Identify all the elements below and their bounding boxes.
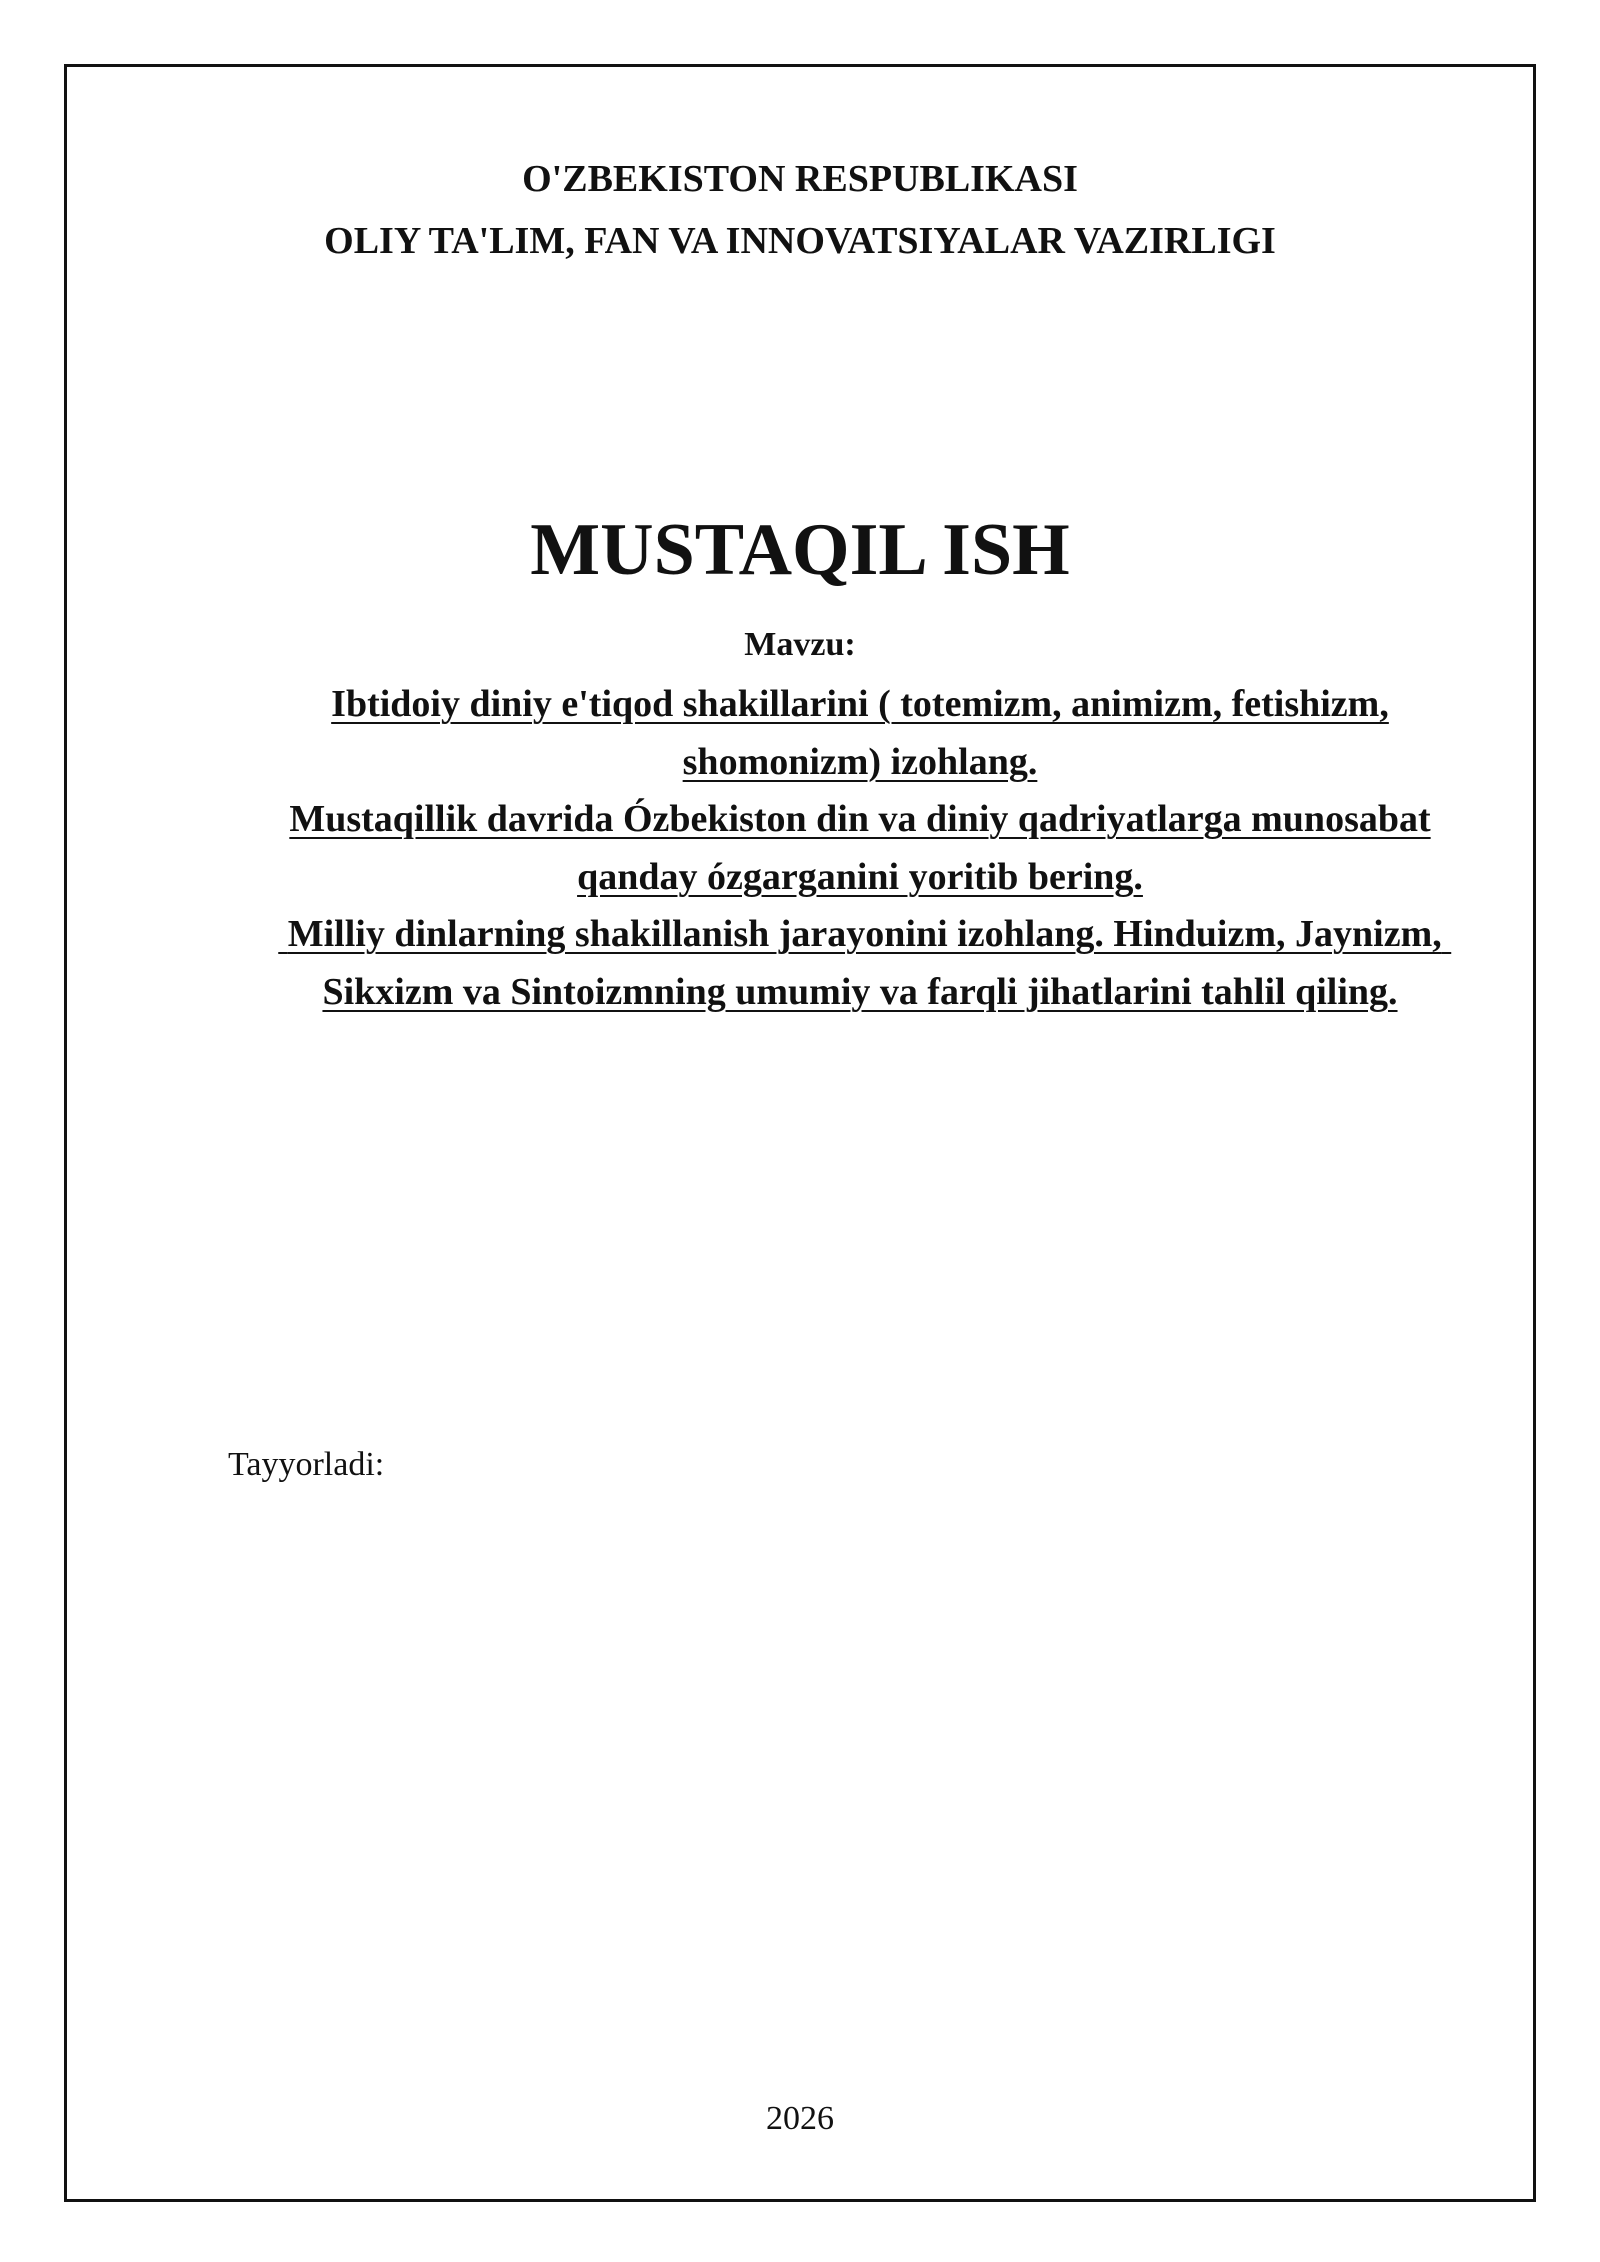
topic-2: Mustaqillik davrida Ózbekiston din va diniy qadriyatlarga munosabat qanday ózgarganini yoritib bering. — [289, 798, 1431, 898]
country-name: O'ZBEKISTON RESPUBLIKASI — [522, 158, 1078, 200]
year: 2026 — [766, 2100, 834, 2137]
topic-list — [250, 676, 1470, 1021]
topic-1: Ibtidoiy diniy e'tiqod shakillarini ( totemizm, animizm, fetishizm, shomonizm) izohlang. — [331, 683, 1389, 783]
prepared-by-label: Tayyorladi: — [228, 1446, 385, 1483]
topic-3: Milliy dinlarning shakillanish jarayonini izohlang. Hinduizm, Jaynizm, Sikxizm va Sintoizmning umumiy va farqli jihatlarini tahlil qiling. — [278, 913, 1452, 1013]
topic-label: Mavzu: — [744, 626, 856, 663]
page-border — [64, 64, 1536, 2202]
document-title: MUSTAQIL ISH — [530, 509, 1070, 591]
ministry-header — [64, 148, 1536, 272]
ministry-name: OLIY TA'LIM, FAN VA INNOVATSIYALAR VAZIRLIGI — [324, 220, 1276, 262]
